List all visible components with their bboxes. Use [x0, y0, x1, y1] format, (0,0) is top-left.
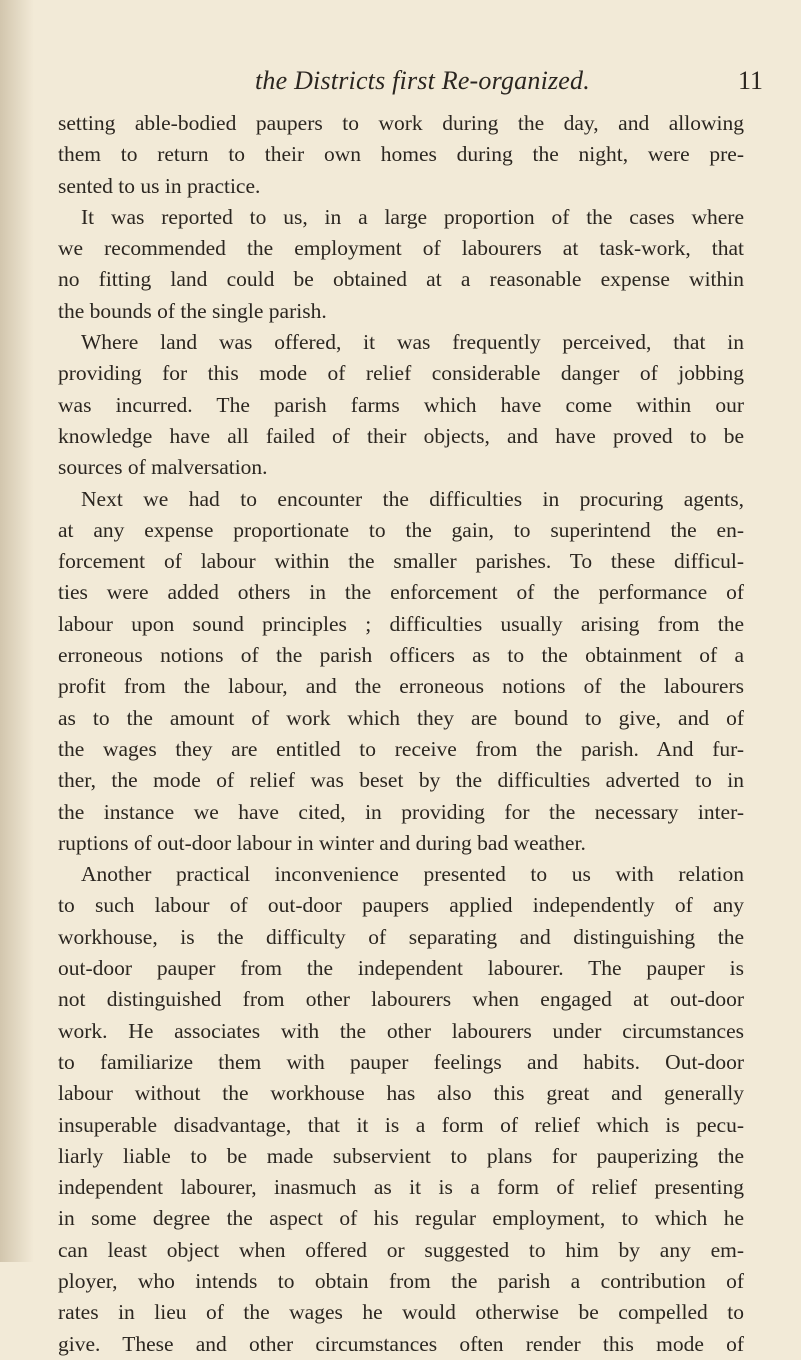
text-line: providing for this mode of relief considerable danger of jobbing: [58, 361, 744, 386]
text-line: knowledge have all failed of their objects, and have proved to be: [58, 423, 744, 448]
text-line: not distinguished from other labourers when engaged at out-door: [58, 987, 744, 1012]
text-line: to familiarize them with pauper feelings and habits. Out-door: [58, 1049, 744, 1074]
text-line: profit from the labour, and the erroneous notions of the labourers: [58, 674, 744, 699]
text-line: as to the amount of work which they are bound to give, and of: [58, 705, 744, 730]
text-line: at any expense proportionate to the gain, to superintend the en-: [58, 517, 744, 542]
text-line: labour without the workhouse has also this great and generally: [58, 1081, 744, 1106]
text-line: setting able-bodied paupers to work during the day, and allowing: [58, 111, 744, 135]
text-line: no fitting land could be obtained at a reasonable expense within: [58, 267, 744, 292]
text-line: can least object when offered or suggested to him by any em-: [58, 1237, 744, 1262]
text-line: give. These and other circumstances often render this mode of: [58, 1331, 744, 1356]
text-line: workhouse, is the difficulty of separating and distinguishing the: [58, 924, 744, 949]
text-line: sources of malversation.: [58, 455, 268, 480]
text-line: the bounds of the single parish.: [58, 298, 327, 323]
text-line: erroneous notions of the parish officers as to the obtainment of a: [58, 643, 744, 668]
text-line: labour upon sound principles ; difficulties usually arising from the: [58, 611, 744, 636]
text-line: was incurred. The parish farms which have come within our: [58, 392, 744, 417]
text-line: insuperable disadvantage, that it is a form of relief which is pecu-: [58, 1112, 744, 1137]
text-line: we recommended the employment of labourers at task-work, that: [58, 236, 744, 261]
text-line: in some degree the aspect of his regular employment, to which he: [58, 1206, 744, 1231]
text-line: Next we had to encounter the difficulties in procuring agents,: [81, 486, 744, 511]
running-head: [0, 66, 801, 106]
text-line: rates in lieu of the wages he would otherwise be compelled to: [58, 1300, 744, 1325]
text-line: ployer, who intends to obtain from the parish a contribution of: [58, 1268, 744, 1293]
text-line: sented to us in practice.: [58, 173, 261, 198]
text-line: the instance we have cited, in providing for the necessary inter-: [58, 799, 744, 824]
body-text: [58, 108, 744, 1360]
text-line: ruptions of out-door labour in winter and during bad weather.: [58, 830, 586, 855]
text-line: It was reported to us, in a large proportion of the cases where: [81, 204, 744, 229]
text-line: them to return to their own homes during the night, were pre-: [58, 142, 744, 167]
text-line: Another practical inconvenience presented to us with relation: [81, 862, 744, 887]
text-line: Where land was offered, it was frequently perceived, that in: [81, 330, 744, 355]
text-line: forcement of labour within the smaller parishes. To these difficul-: [58, 549, 744, 574]
text-line: ties were added others in the enforcement of the performance of: [58, 580, 744, 605]
text-line: independent labourer, inasmuch as it is a form of relief presenting: [58, 1175, 744, 1200]
running-title: the Districts first Re-organized.: [255, 66, 590, 95]
text-line: ther, the mode of relief was beset by the difficulties adverted to in: [58, 768, 744, 793]
page-edge-shadow: [0, 0, 34, 1262]
text-line: out-door pauper from the independent labourer. The pauper is: [58, 956, 744, 981]
text-line: the wages they are entitled to receive from the parish. And fur-: [58, 736, 744, 761]
text-line: liarly liable to be made subservient to plans for pauperizing the: [58, 1143, 744, 1168]
text-line: work. He associates with the other labourers under circumstances: [58, 1018, 744, 1043]
text-line: to such labour of out-door paupers applied independently of any: [58, 893, 744, 918]
page-number: 11: [738, 66, 764, 95]
